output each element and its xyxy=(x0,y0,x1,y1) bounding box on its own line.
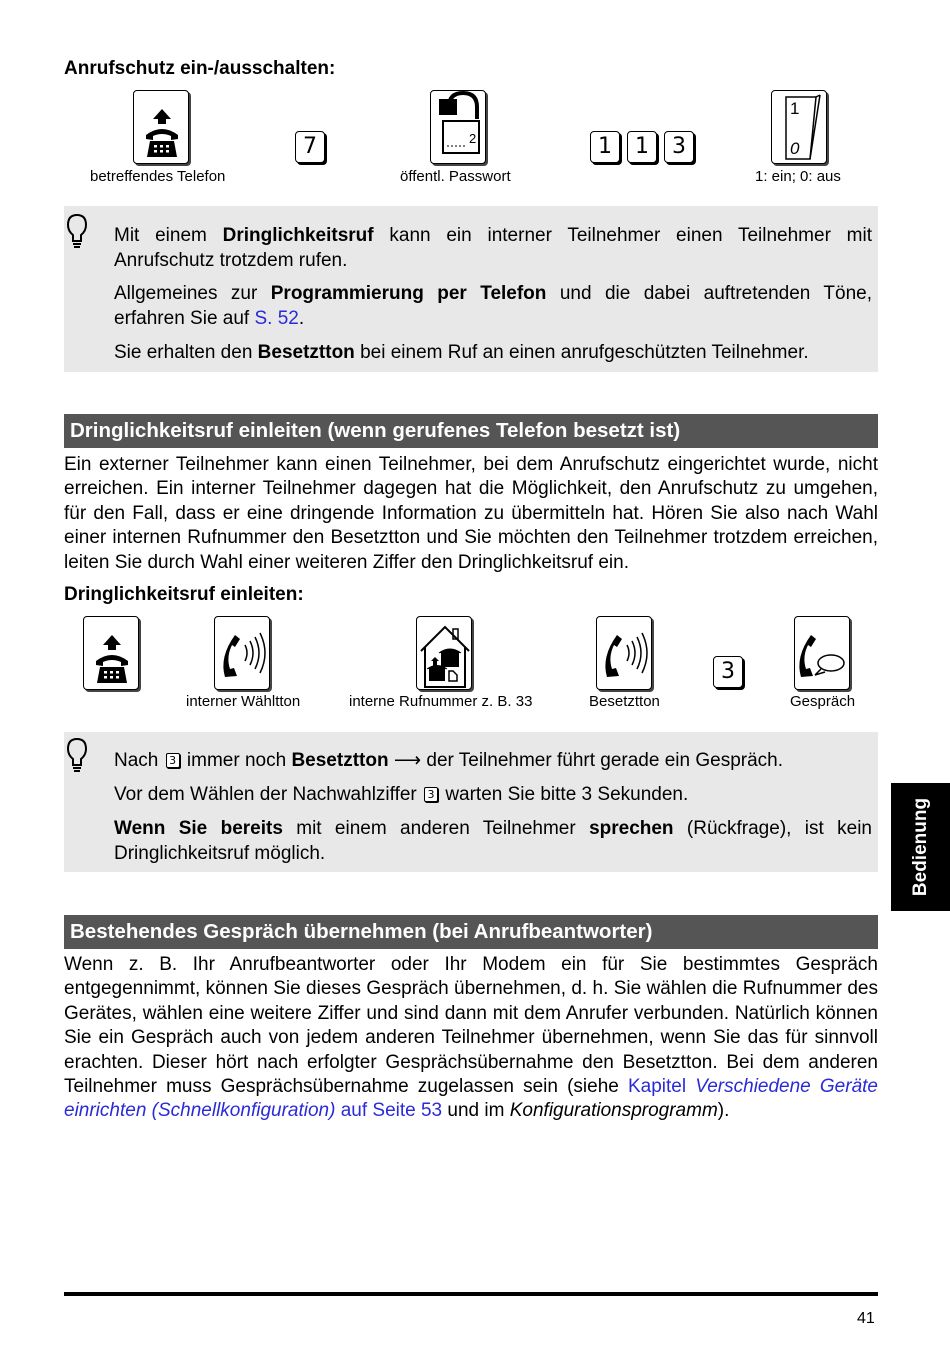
note2-line1: Nach 3 immer noch Besetztton ⟶ der Teilnehmer führt gerade ein Gespräch. xyxy=(114,750,784,771)
subheading-dringlichkeitsruf: Dringlichkeitsruf einleiten: xyxy=(64,584,304,605)
lightbulb-icon xyxy=(64,736,90,776)
caption-interne-rufnummer: interne Rufnummer z. B. 33 xyxy=(349,693,533,710)
caption-gespraech: Gespräch xyxy=(790,693,856,710)
key-3: 3 xyxy=(664,131,694,163)
section-title-dringlichkeitsruf: Dringlichkeitsruf einleiten (wenn gerufenes Telefon besetzt ist) xyxy=(64,414,878,448)
link-kapitel[interactable]: Kapitel Verschiedene Geräte einrichten (Schnellkonfiguration) auf Seite 53 xyxy=(64,1076,878,1122)
key-3-inline: 3 xyxy=(424,787,438,802)
key-7: 7 xyxy=(295,131,325,163)
section2-body: Ein externer Teilnehmer kann einen Teilnehmer, bei dem Anrufschutz eingerichtet wurde, nicht erreichen. Ein interner Teilnehmer dagegen hat die Möglichkeit, den Anrufschutz zu umgehen, für den Fall, dass er eine dringende Information zu übermitteln hat. Hören Sie also nach Wahl einer internen Rufnummer den Besetztton und Sie möchten den Teilnehmer trotzdem erreichen, leiten Sie durch Wahl einer weiteren Ziffer den Dringlichkeitsruf ein. xyxy=(64,454,878,573)
handset-speech-icon xyxy=(794,616,850,690)
key-1a: 1 xyxy=(590,131,620,163)
switch-label-1: 1 xyxy=(790,99,800,118)
note-box-2 xyxy=(64,732,878,872)
key-3-inline: 3 xyxy=(166,753,180,768)
heading-anrufschutz: Anrufschutz ein-/ausschalten: xyxy=(64,58,336,79)
side-tab-bedienung: Bedienung xyxy=(891,783,950,911)
phone-lift-icon xyxy=(83,616,139,690)
page-number: 41 xyxy=(857,1310,875,1327)
padlock-icon xyxy=(430,90,486,164)
caption-passwort: öffentl. Passwort xyxy=(400,168,511,185)
note1-para1: Mit einem Dringlichkeitsruf kann ein interner Teilnehmer einen Teilnehmer mit Anrufschutz trotzdem rufen. xyxy=(114,225,872,271)
section3-body: Wenn z. B. Ihr Anrufbeantworter oder Ihr Modem ein für Sie bestimmtes Gespräch entgegennimmt, können Sie dieses Gespräch übernehmen, d. h. Sie wählen die Rufnummer des Gerätes, wählen eine weitere Ziffer und sind dann mit dem Anrufer verbunden. Natürlich können Sie ein Gespräch auch von jedem anderen Teilnehmer übernehmen, wenn Sie das für sinnvoll erachten. Dieser hört nach erfolgter Gesprächsübernahme den Besetztton. Bei dem anderen Teilnehmer muss Gesprächsübernahme zugelassen sein (siehe Kapitel Verschiedene Geräte einrichten (Schnellkonfiguration) auf Seite 53 und im Konfigurationsprogramm). xyxy=(64,954,878,1122)
key-1b: 1 xyxy=(627,131,657,163)
caption-ein-aus: 1: ein; 0: aus xyxy=(755,168,841,185)
footer-rule xyxy=(64,1292,878,1296)
note1-para2: Allgemeines zur Programmierung per Telefon und die dabei auftretenden Töne, erfahren Sie auf S. 52. xyxy=(114,283,873,329)
note2-line2: Vor dem Wählen der Nachwahlziffer 3 warten Sie bitte 3 Sekunden. xyxy=(114,784,689,805)
switch-label-0: 0 xyxy=(790,139,800,158)
section-title-gespraech-uebernehmen: Bestehendes Gespräch übernehmen (bei Anrufbeantworter) xyxy=(64,915,878,949)
note1-para3: Sie erhalten den Besetztton bei einem Ruf an einen anrufgeschützten Teilnehmer. xyxy=(114,342,809,363)
house-phone-icon xyxy=(416,616,472,690)
note-box-1 xyxy=(64,206,878,372)
link-s52[interactable]: S. 52 xyxy=(254,308,299,329)
caption-besetztton: Besetztton xyxy=(589,693,660,710)
handset-ringing-icon xyxy=(214,616,270,690)
handset-busy-icon xyxy=(596,616,652,690)
lightbulb-icon xyxy=(64,212,90,252)
on-off-switch-icon xyxy=(771,90,827,164)
note2-line3: Wenn Sie bereits mit einem anderen Teilnehmer sprechen (Rückfrage), ist kein Dringlichkeitsruf möglich. xyxy=(114,818,872,864)
password-digit: 2 xyxy=(469,131,477,146)
caption-waehlton: interner Wähltton xyxy=(186,693,301,710)
key-3: 3 xyxy=(713,656,743,688)
caption-betreffendes-telefon: betreffendes Telefon xyxy=(90,168,226,185)
phone-lift-icon xyxy=(133,90,189,164)
